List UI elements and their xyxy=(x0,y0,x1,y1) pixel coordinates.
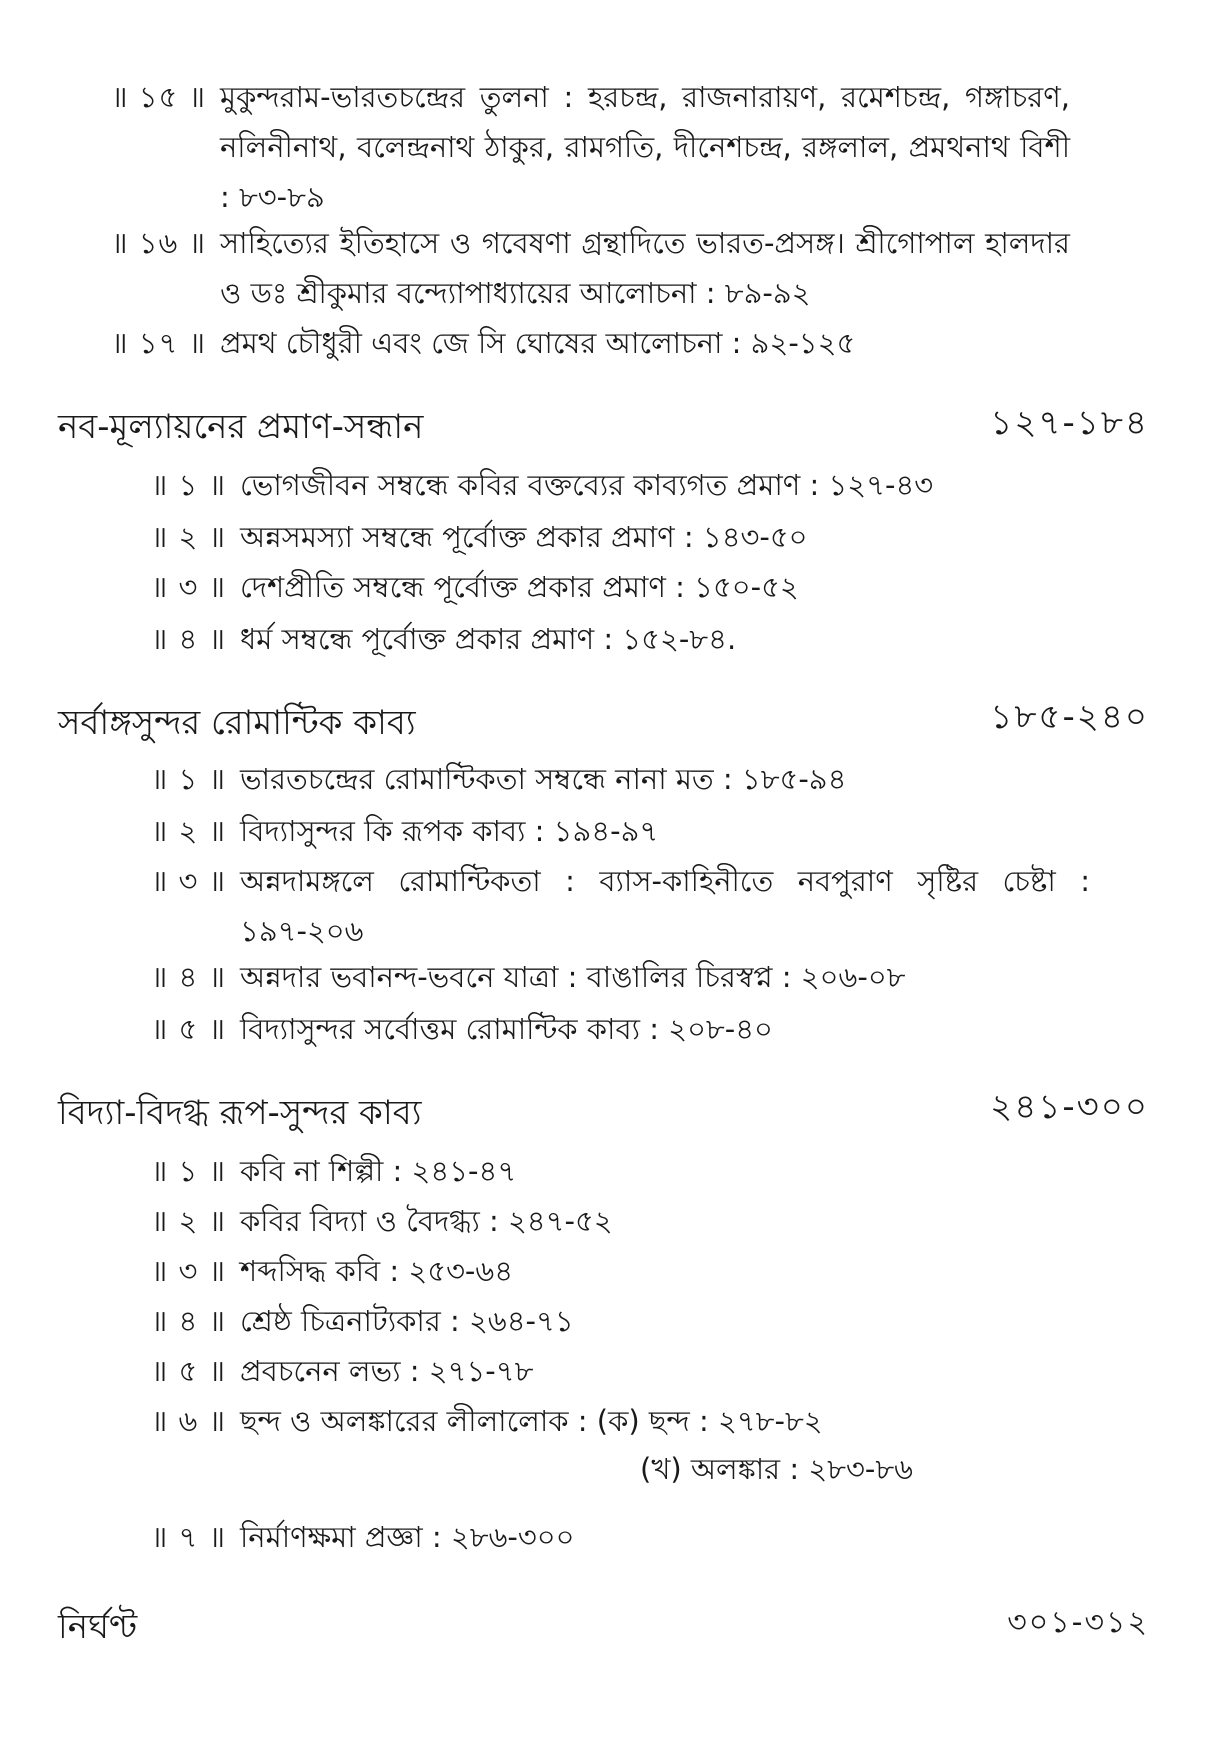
entry-number: ॥ ৪ ॥ xyxy=(150,1304,226,1338)
toc-entry xyxy=(120,1146,516,1196)
toc-entry xyxy=(120,614,736,664)
section-title: নব-মূল্যায়নের প্রমাণ-সন্ধান xyxy=(58,407,424,447)
entry-text: বিদ্যাসুন্দর কি রূপক কাব্য : ১৯৪-৯৭ xyxy=(240,814,659,848)
toc-entry xyxy=(120,1196,613,1246)
toc-entry xyxy=(100,218,1070,318)
entry-number: ॥ ৭ ॥ xyxy=(150,1520,226,1554)
entry-number: ॥ ৫ ॥ xyxy=(150,1012,226,1046)
toc-entry xyxy=(120,1296,574,1346)
toc-entry xyxy=(120,952,906,1002)
entry-number: ॥ ১ ॥ xyxy=(150,762,226,796)
entry-text: অন্নদার ভবানন্দ-ভবনে যাত্রা : বাঙালির চিরস্বপ্ন : ২০৬-০৮ xyxy=(240,960,906,994)
toc-entry xyxy=(120,460,933,510)
section-title: সর্বাঙ্গসুন্দর রোমান্টিক কাব্য xyxy=(58,703,416,743)
toc-entry xyxy=(120,1346,533,1396)
section-title: বিদ্যা-বিদগ্ধ রূপ-সুন্দর কাব্য xyxy=(58,1093,422,1133)
toc-entry xyxy=(120,562,799,612)
section-page-range: ১৮৫-২৪০ xyxy=(990,697,1149,737)
entry-number: ॥ ৬ ॥ xyxy=(150,1404,226,1438)
entry-text: অন্নদামঙ্গলে রোমান্টিকতা : ব্যাস-কাহিনীতে নবপুরাণ সৃষ্টির চেষ্টা : ১৯৭-২০৬ xyxy=(240,864,1090,948)
entry-text: ভোগজীবন সম্বন্ধে কবির বক্তব্যের কাব্যগত প্রমাণ : ১২৭-৪৩ xyxy=(240,468,934,502)
entry-number: ॥ ১ ॥ xyxy=(150,468,226,502)
index-title: নির্ঘণ্ট xyxy=(58,1607,138,1647)
entry-number: ॥ ১ ॥ xyxy=(150,1154,226,1188)
entry-number: ॥ ৪ ॥ xyxy=(150,960,226,994)
toc-entry xyxy=(120,1396,823,1446)
toc-entry xyxy=(120,806,658,856)
entry-text: শব্দসিদ্ধ কবি : ২৫৩-৬৪ xyxy=(240,1254,514,1288)
entry-number: ॥ ৩ ॥ xyxy=(150,570,226,604)
entry-number: ॥ ৩ ॥ xyxy=(150,1254,226,1288)
entry-number: ॥ ২ ॥ xyxy=(150,520,226,554)
toc-entry xyxy=(120,512,808,562)
section-page-range: ২৪১-৩০০ xyxy=(990,1087,1149,1127)
entry-text: প্রমথ চৌধুরী এবং জে সি ঘোষের আলোচনা : ৯২-১২৫ xyxy=(220,326,856,360)
entry-number: ॥ ১৭ ॥ xyxy=(111,326,206,360)
entry-text: সাহিত্যের ইতিহাসে ও গবেষণা গ্রন্থাদিতে ভারত-প্রসঙ্গ। শ্রীগোপাল হালদার ও ডঃ শ্রীকুমার বন্দ্যোপাধ্যায়ের আলোচনা : ৮৯-৯২ xyxy=(220,226,1070,310)
entry-number: ॥ ৫ ॥ xyxy=(150,1354,226,1388)
entry-number: ॥ ১৬ ॥ xyxy=(111,226,206,260)
entry-text: বিদ্যাসুন্দর সর্বোত্তম রোমান্টিক কাব্য : ২০৮-৪০ xyxy=(240,1012,773,1046)
section-page-range: ১২৭-১৮৪ xyxy=(990,403,1149,443)
entry-text: ভারতচন্দ্রের রোমান্টিকতা সম্বন্ধে নানা মত : ১৮৫-৯৪ xyxy=(240,762,847,796)
entry-number: ॥ ৩ ॥ xyxy=(150,864,226,898)
toc-entry xyxy=(120,1512,574,1562)
toc-entry xyxy=(120,856,1090,956)
toc-entry xyxy=(100,72,1070,222)
entry-text: কবি না শিল্পী : ২৪১-৪৭ xyxy=(240,1154,517,1188)
entry-text: ধর্ম সম্বন্ধে পূর্বোক্ত প্রকার প্রমাণ : ১৫২-৮৪. xyxy=(240,622,737,656)
entry-number: ॥ ১৫ ॥ xyxy=(111,80,206,114)
entry-text: দেশপ্রীতি সম্বন্ধে পূর্বোক্ত প্রকার প্রমাণ : ১৫০-৫২ xyxy=(240,570,799,604)
entry-text: ছন্দ ও অলঙ্কারের লীলালোক : (ক) ছন্দ : ২৭৮-৮২ xyxy=(240,1404,823,1438)
entry-subline: (খ) অলঙ্কার : ২৮৩-৮৬ xyxy=(640,1452,913,1486)
entry-text: মুকুন্দরাম-ভারতচন্দ্রের তুলনা : হরচন্দ্র, রাজনারায়ণ, রমেশচন্দ্র, গঙ্গাচরণ, নলিনীনাথ, বলেন্দ্রনাথ ঠাকুর, রামগতি, দীনেশচন্দ্র, রঙ্গলাল, প্রমথনাথ বিশী : ৮৩-৮৯ xyxy=(220,80,1070,214)
toc-entry xyxy=(120,1246,513,1296)
entry-number: ॥ ২ ॥ xyxy=(150,814,226,848)
toc-entry xyxy=(120,1004,773,1054)
entry-text: কবির বিদ্যা ও বৈদগ্ধ্য : ২৪৭-৫২ xyxy=(240,1204,613,1238)
entry-number: ॥ ২ ॥ xyxy=(150,1204,226,1238)
entry-text: নির্মাণক্ষমা প্রজ্ঞা : ২৮৬-৩০০ xyxy=(240,1520,575,1554)
entry-text: অন্নসমস্যা সম্বন্ধে পূর্বোক্ত প্রকার প্রমাণ : ১৪৩-৫০ xyxy=(240,520,808,554)
index-page-range: ৩০১-৩১২ xyxy=(1007,1605,1149,1640)
toc-entry xyxy=(100,318,855,368)
entry-number: ॥ ৪ ॥ xyxy=(150,622,226,656)
entry-text: শ্রেষ্ঠ চিত্রনাট্যকার : ২৬৪-৭১ xyxy=(240,1304,574,1338)
entry-text: প্রবচনেন লভ্য : ২৭১-৭৮ xyxy=(240,1354,534,1388)
toc-entry xyxy=(120,754,846,804)
